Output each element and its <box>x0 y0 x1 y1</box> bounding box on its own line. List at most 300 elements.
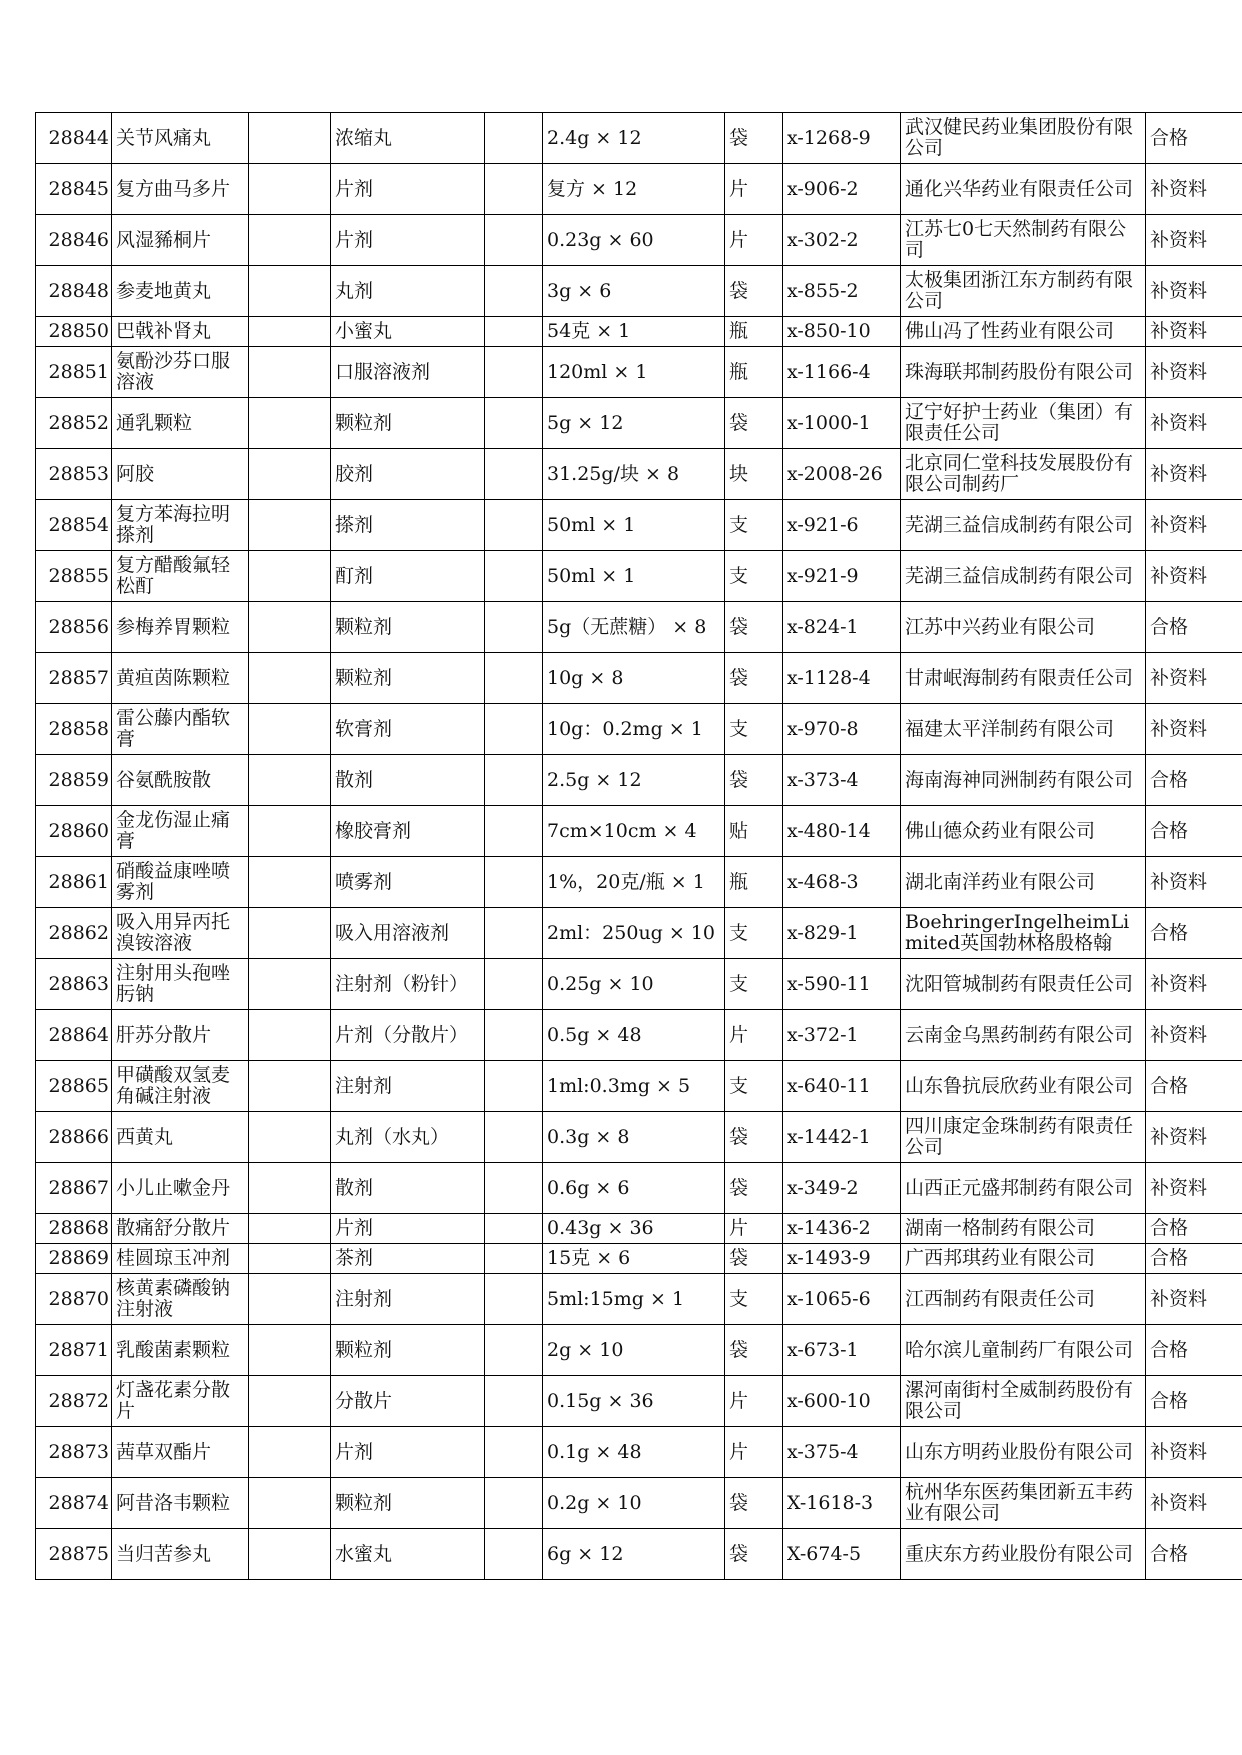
drug-name-cell: 乳酸菌素颗粒 <box>112 1325 249 1376</box>
code-cell: x-673-1 <box>783 1325 901 1376</box>
blank-cell <box>485 398 543 449</box>
blank-cell <box>485 347 543 398</box>
unit-cell: 袋 <box>725 113 783 164</box>
record-id-cell: 28861 <box>36 857 112 908</box>
record-id-cell: 28868 <box>36 1214 112 1244</box>
drug-name-cell: 复方苯海拉明搽剂 <box>112 500 249 551</box>
table-row <box>36 164 1242 215</box>
blank-cell <box>485 317 543 347</box>
drug-name-cell: 氨酚沙芬口服溶液 <box>112 347 249 398</box>
manufacturer-cell: 江苏七0七天然制药有限公司 <box>901 215 1146 266</box>
blank-cell <box>249 857 331 908</box>
blank-cell <box>485 1529 543 1580</box>
dosage-form-cell: 丸剂（水丸） <box>331 1112 485 1163</box>
code-cell: x-970-8 <box>783 704 901 755</box>
result-cell: 合格 <box>1146 1214 1242 1244</box>
table-row <box>36 1427 1242 1478</box>
blank-cell <box>249 1010 331 1061</box>
code-cell: x-829-1 <box>783 908 901 959</box>
blank-cell <box>249 1061 331 1112</box>
manufacturer-cell: 山东鲁抗辰欣药业有限公司 <box>901 1061 1146 1112</box>
drug-name-cell: 硝酸益康唑喷雾剂 <box>112 857 249 908</box>
record-id-cell: 28872 <box>36 1376 112 1427</box>
unit-cell: 片 <box>725 164 783 215</box>
unit-cell: 袋 <box>725 1529 783 1580</box>
drug-name-cell: 通乳颗粒 <box>112 398 249 449</box>
result-cell: 补资料 <box>1146 551 1242 602</box>
result-cell: 补资料 <box>1146 500 1242 551</box>
specification-cell: 0.23g × 60 <box>543 215 725 266</box>
drug-name-cell: 复方曲马多片 <box>112 164 249 215</box>
code-cell: x-372-1 <box>783 1010 901 1061</box>
result-cell: 补资料 <box>1146 1112 1242 1163</box>
table-row <box>36 1274 1242 1325</box>
record-id-cell: 28855 <box>36 551 112 602</box>
drug-name-cell: 西黄丸 <box>112 1112 249 1163</box>
code-cell: x-375-4 <box>783 1427 901 1478</box>
record-id-cell: 28844 <box>36 113 112 164</box>
specification-cell: 5ml:15mg × 1 <box>543 1274 725 1325</box>
table-row <box>36 113 1242 164</box>
drug-name-cell: 雷公藤内酯软膏 <box>112 704 249 755</box>
dosage-form-cell: 浓缩丸 <box>331 113 485 164</box>
drug-name-cell: 小儿止嗽金丹 <box>112 1163 249 1214</box>
table-row <box>36 755 1242 806</box>
manufacturer-cell: 四川康定金珠制药有限责任公司 <box>901 1112 1146 1163</box>
specification-cell: 10g × 8 <box>543 653 725 704</box>
table-row <box>36 908 1242 959</box>
code-cell: x-921-9 <box>783 551 901 602</box>
result-cell: 补资料 <box>1146 347 1242 398</box>
blank-cell <box>249 653 331 704</box>
code-cell: x-850-10 <box>783 317 901 347</box>
specification-cell: 复方 × 12 <box>543 164 725 215</box>
blank-cell <box>485 1427 543 1478</box>
record-id-cell: 28867 <box>36 1163 112 1214</box>
drug-name-cell: 金龙伤湿止痛膏 <box>112 806 249 857</box>
manufacturer-cell: 杭州华东医药集团新五丰药业有限公司 <box>901 1478 1146 1529</box>
code-cell: x-468-3 <box>783 857 901 908</box>
specification-cell: 2.5g × 12 <box>543 755 725 806</box>
code-cell: x-1166-4 <box>783 347 901 398</box>
blank-cell <box>249 113 331 164</box>
manufacturer-cell: 芜湖三益信成制药有限公司 <box>901 551 1146 602</box>
table-row <box>36 653 1242 704</box>
unit-cell: 支 <box>725 551 783 602</box>
code-cell: x-302-2 <box>783 215 901 266</box>
blank-cell <box>485 500 543 551</box>
blank-cell <box>249 1478 331 1529</box>
manufacturer-cell: 太极集团浙江东方制药有限公司 <box>901 266 1146 317</box>
table-row <box>36 704 1242 755</box>
drug-name-cell: 茜草双酯片 <box>112 1427 249 1478</box>
code-cell: x-480-14 <box>783 806 901 857</box>
drug-name-cell: 巴戟补肾丸 <box>112 317 249 347</box>
record-id-cell: 28874 <box>36 1478 112 1529</box>
drug-name-cell: 参梅养胃颗粒 <box>112 602 249 653</box>
result-cell: 补资料 <box>1146 704 1242 755</box>
code-cell: x-2008-26 <box>783 449 901 500</box>
blank-cell <box>485 1163 543 1214</box>
manufacturer-cell: 芜湖三益信成制药有限公司 <box>901 500 1146 551</box>
record-id-cell: 28856 <box>36 602 112 653</box>
dosage-form-cell: 片剂 <box>331 215 485 266</box>
table-row <box>36 266 1242 317</box>
code-cell: x-1000-1 <box>783 398 901 449</box>
drug-name-cell: 阿昔洛韦颗粒 <box>112 1478 249 1529</box>
unit-cell: 支 <box>725 1061 783 1112</box>
blank-cell <box>249 266 331 317</box>
drug-name-cell: 复方醋酸氟轻松酊 <box>112 551 249 602</box>
blank-cell <box>485 1244 543 1274</box>
manufacturer-cell: 甘肃岷海制药有限责任公司 <box>901 653 1146 704</box>
dosage-form-cell: 片剂 <box>331 164 485 215</box>
blank-cell <box>485 1274 543 1325</box>
table-row <box>36 449 1242 500</box>
result-cell: 补资料 <box>1146 1010 1242 1061</box>
manufacturer-cell: 重庆东方药业股份有限公司 <box>901 1529 1146 1580</box>
table-row <box>36 1376 1242 1427</box>
unit-cell: 支 <box>725 704 783 755</box>
drug-name-cell: 关节风痛丸 <box>112 113 249 164</box>
drug-name-cell: 阿胶 <box>112 449 249 500</box>
manufacturer-cell: 辽宁好护士药业（集团）有限责任公司 <box>901 398 1146 449</box>
blank-cell <box>249 449 331 500</box>
specification-cell: 2.4g × 12 <box>543 113 725 164</box>
blank-cell <box>249 806 331 857</box>
blank-cell <box>485 449 543 500</box>
record-id-cell: 28852 <box>36 398 112 449</box>
code-cell: x-906-2 <box>783 164 901 215</box>
blank-cell <box>249 1112 331 1163</box>
unit-cell: 袋 <box>725 1478 783 1529</box>
dosage-form-cell: 注射剂（粉针） <box>331 959 485 1010</box>
table-row <box>36 1244 1242 1274</box>
record-id-cell: 28873 <box>36 1427 112 1478</box>
dosage-form-cell: 散剂 <box>331 755 485 806</box>
unit-cell: 袋 <box>725 653 783 704</box>
unit-cell: 支 <box>725 908 783 959</box>
record-id-cell: 28864 <box>36 1010 112 1061</box>
blank-cell <box>249 1163 331 1214</box>
record-id-cell: 28866 <box>36 1112 112 1163</box>
manufacturer-cell: BoehringerIngelheimLimited英国勃林格殷格翰 <box>901 908 1146 959</box>
code-cell: x-1128-4 <box>783 653 901 704</box>
record-id-cell: 28859 <box>36 755 112 806</box>
code-cell: x-373-4 <box>783 755 901 806</box>
blank-cell <box>485 113 543 164</box>
drug-name-cell: 肝苏分散片 <box>112 1010 249 1061</box>
dosage-form-cell: 水蜜丸 <box>331 1529 485 1580</box>
unit-cell: 片 <box>725 1376 783 1427</box>
specification-cell: 2g × 10 <box>543 1325 725 1376</box>
result-cell: 补资料 <box>1146 215 1242 266</box>
manufacturer-cell: 山西正元盛邦制药有限公司 <box>901 1163 1146 1214</box>
blank-cell <box>485 1478 543 1529</box>
unit-cell: 袋 <box>725 266 783 317</box>
blank-cell <box>249 908 331 959</box>
unit-cell: 块 <box>725 449 783 500</box>
specification-cell: 6g × 12 <box>543 1529 725 1580</box>
blank-cell <box>249 317 331 347</box>
blank-cell <box>249 1376 331 1427</box>
record-id-cell: 28870 <box>36 1274 112 1325</box>
manufacturer-cell: 沈阳管城制药有限责任公司 <box>901 959 1146 1010</box>
specification-cell: 1%，20克/瓶 × 1 <box>543 857 725 908</box>
manufacturer-cell: 云南金乌黑药制药有限公司 <box>901 1010 1146 1061</box>
dosage-form-cell: 注射剂 <box>331 1061 485 1112</box>
blank-cell <box>485 1112 543 1163</box>
unit-cell: 袋 <box>725 1163 783 1214</box>
result-cell: 补资料 <box>1146 1163 1242 1214</box>
unit-cell: 袋 <box>725 1244 783 1274</box>
blank-cell <box>485 602 543 653</box>
dosage-form-cell: 小蜜丸 <box>331 317 485 347</box>
specification-cell: 15克 × 6 <box>543 1244 725 1274</box>
unit-cell: 瓶 <box>725 317 783 347</box>
specification-cell: 50ml × 1 <box>543 551 725 602</box>
blank-cell <box>249 1214 331 1244</box>
specification-cell: 0.3g × 8 <box>543 1112 725 1163</box>
blank-cell <box>485 266 543 317</box>
result-cell: 合格 <box>1146 908 1242 959</box>
drug-name-cell: 谷氨酰胺散 <box>112 755 249 806</box>
specification-cell: 1ml:0.3mg × 5 <box>543 1061 725 1112</box>
drug-name-cell: 注射用头孢唑肟钠 <box>112 959 249 1010</box>
result-cell: 合格 <box>1146 1061 1242 1112</box>
result-cell: 合格 <box>1146 1529 1242 1580</box>
blank-cell <box>485 1325 543 1376</box>
code-cell: x-640-11 <box>783 1061 901 1112</box>
record-id-cell: 28857 <box>36 653 112 704</box>
record-id-cell: 28850 <box>36 317 112 347</box>
dosage-form-cell: 片剂 <box>331 1427 485 1478</box>
record-id-cell: 28858 <box>36 704 112 755</box>
blank-cell <box>249 347 331 398</box>
table-row <box>36 215 1242 266</box>
specification-cell: 5g × 12 <box>543 398 725 449</box>
unit-cell: 袋 <box>725 1325 783 1376</box>
unit-cell: 支 <box>725 959 783 1010</box>
unit-cell: 支 <box>725 1274 783 1325</box>
code-cell: x-921-6 <box>783 500 901 551</box>
manufacturer-cell: 福建太平洋制药有限公司 <box>901 704 1146 755</box>
specification-cell: 0.6g × 6 <box>543 1163 725 1214</box>
table-row <box>36 500 1242 551</box>
result-cell: 合格 <box>1146 1376 1242 1427</box>
specification-cell: 0.2g × 10 <box>543 1478 725 1529</box>
table-row <box>36 1529 1242 1580</box>
drug-name-cell: 参麦地黄丸 <box>112 266 249 317</box>
unit-cell: 瓶 <box>725 347 783 398</box>
blank-cell <box>485 1376 543 1427</box>
drug-name-cell: 甲磺酸双氢麦角碱注射液 <box>112 1061 249 1112</box>
dosage-form-cell: 片剂（分散片） <box>331 1010 485 1061</box>
specification-cell: 2ml：250ug × 10 <box>543 908 725 959</box>
blank-cell <box>485 1061 543 1112</box>
result-cell: 补资料 <box>1146 1427 1242 1478</box>
record-id-cell: 28863 <box>36 959 112 1010</box>
table-row <box>36 1214 1242 1244</box>
table-row <box>36 347 1242 398</box>
table-row <box>36 806 1242 857</box>
manufacturer-cell: 海南海神同洲制药有限公司 <box>901 755 1146 806</box>
record-id-cell: 28860 <box>36 806 112 857</box>
blank-cell <box>485 959 543 1010</box>
blank-cell <box>485 1214 543 1244</box>
drug-name-cell: 当归苦参丸 <box>112 1529 249 1580</box>
dosage-form-cell: 胶剂 <box>331 449 485 500</box>
table-body <box>36 113 1242 1580</box>
blank-cell <box>249 551 331 602</box>
dosage-form-cell: 软膏剂 <box>331 704 485 755</box>
unit-cell: 片 <box>725 1010 783 1061</box>
manufacturer-cell: 江苏中兴药业有限公司 <box>901 602 1146 653</box>
unit-cell: 支 <box>725 500 783 551</box>
specification-cell: 31.25g/块 × 8 <box>543 449 725 500</box>
blank-cell <box>249 1325 331 1376</box>
specification-cell: 50ml × 1 <box>543 500 725 551</box>
dosage-form-cell: 喷雾剂 <box>331 857 485 908</box>
blank-cell <box>485 164 543 215</box>
manufacturer-cell: 湖南一格制药有限公司 <box>901 1214 1146 1244</box>
dosage-form-cell: 茶剂 <box>331 1244 485 1274</box>
record-id-cell: 28845 <box>36 164 112 215</box>
result-cell: 补资料 <box>1146 959 1242 1010</box>
unit-cell: 袋 <box>725 1112 783 1163</box>
blank-cell <box>485 653 543 704</box>
drug-name-cell: 黄疸茵陈颗粒 <box>112 653 249 704</box>
drug-table <box>35 112 1242 1580</box>
dosage-form-cell: 丸剂 <box>331 266 485 317</box>
record-id-cell: 28853 <box>36 449 112 500</box>
unit-cell: 袋 <box>725 602 783 653</box>
blank-cell <box>249 602 331 653</box>
blank-cell <box>485 755 543 806</box>
code-cell: x-600-10 <box>783 1376 901 1427</box>
unit-cell: 片 <box>725 1427 783 1478</box>
manufacturer-cell: 北京同仁堂科技发展股份有限公司制药厂 <box>901 449 1146 500</box>
blank-cell <box>249 959 331 1010</box>
result-cell: 补资料 <box>1146 653 1242 704</box>
blank-cell <box>249 1244 331 1274</box>
specification-cell: 7cm×10cm × 4 <box>543 806 725 857</box>
manufacturer-cell: 江西制药有限责任公司 <box>901 1274 1146 1325</box>
specification-cell: 0.15g × 36 <box>543 1376 725 1427</box>
drug-name-cell: 散痛舒分散片 <box>112 1214 249 1244</box>
result-cell: 补资料 <box>1146 1274 1242 1325</box>
drug-name-cell: 吸入用异丙托溴铵溶液 <box>112 908 249 959</box>
blank-cell <box>485 806 543 857</box>
specification-cell: 0.25g × 10 <box>543 959 725 1010</box>
record-id-cell: 28875 <box>36 1529 112 1580</box>
manufacturer-cell: 湖北南洋药业有限公司 <box>901 857 1146 908</box>
blank-cell <box>249 704 331 755</box>
manufacturer-cell: 佛山德众药业有限公司 <box>901 806 1146 857</box>
blank-cell <box>485 908 543 959</box>
dosage-form-cell: 吸入用溶液剂 <box>331 908 485 959</box>
record-id-cell: 28848 <box>36 266 112 317</box>
drug-name-cell: 核黄素磷酸钠注射液 <box>112 1274 249 1325</box>
record-id-cell: 28846 <box>36 215 112 266</box>
dosage-form-cell: 颗粒剂 <box>331 1478 485 1529</box>
record-id-cell: 28854 <box>36 500 112 551</box>
unit-cell: 片 <box>725 1214 783 1244</box>
result-cell: 合格 <box>1146 1244 1242 1274</box>
table-row <box>36 398 1242 449</box>
code-cell: X-674-5 <box>783 1529 901 1580</box>
result-cell: 合格 <box>1146 113 1242 164</box>
manufacturer-cell: 珠海联邦制药股份有限公司 <box>901 347 1146 398</box>
table-row <box>36 1163 1242 1214</box>
dosage-form-cell: 颗粒剂 <box>331 1325 485 1376</box>
manufacturer-cell: 通化兴华药业有限责任公司 <box>901 164 1146 215</box>
blank-cell <box>485 1010 543 1061</box>
dosage-form-cell: 散剂 <box>331 1163 485 1214</box>
blank-cell <box>485 704 543 755</box>
table-row <box>36 1112 1242 1163</box>
dosage-form-cell: 颗粒剂 <box>331 602 485 653</box>
drug-name-cell: 风湿豨桐片 <box>112 215 249 266</box>
code-cell: x-1268-9 <box>783 113 901 164</box>
unit-cell: 瓶 <box>725 857 783 908</box>
result-cell: 补资料 <box>1146 398 1242 449</box>
dosage-form-cell: 颗粒剂 <box>331 398 485 449</box>
blank-cell <box>249 215 331 266</box>
table-row <box>36 959 1242 1010</box>
specification-cell: 0.1g × 48 <box>543 1427 725 1478</box>
code-cell: X-1618-3 <box>783 1478 901 1529</box>
unit-cell: 片 <box>725 215 783 266</box>
unit-cell: 袋 <box>725 755 783 806</box>
manufacturer-cell: 广西邦琪药业有限公司 <box>901 1244 1146 1274</box>
specification-cell: 10g：0.2mg × 1 <box>543 704 725 755</box>
code-cell: x-349-2 <box>783 1163 901 1214</box>
manufacturer-cell: 漯河南街村全威制药股份有限公司 <box>901 1376 1146 1427</box>
table-row <box>36 1325 1242 1376</box>
manufacturer-cell: 哈尔滨儿童制药厂有限公司 <box>901 1325 1146 1376</box>
table-row <box>36 1478 1242 1529</box>
manufacturer-cell: 武汉健民药业集团股份有限公司 <box>901 113 1146 164</box>
code-cell: x-824-1 <box>783 602 901 653</box>
dosage-form-cell: 口服溶液剂 <box>331 347 485 398</box>
code-cell: x-1493-9 <box>783 1244 901 1274</box>
record-id-cell: 28851 <box>36 347 112 398</box>
code-cell: x-1442-1 <box>783 1112 901 1163</box>
result-cell: 补资料 <box>1146 164 1242 215</box>
table-row <box>36 1061 1242 1112</box>
record-id-cell: 28865 <box>36 1061 112 1112</box>
blank-cell <box>249 1274 331 1325</box>
dosage-form-cell: 酊剂 <box>331 551 485 602</box>
unit-cell: 贴 <box>725 806 783 857</box>
dosage-form-cell: 注射剂 <box>331 1274 485 1325</box>
blank-cell <box>485 857 543 908</box>
specification-cell: 54克 × 1 <box>543 317 725 347</box>
blank-cell <box>249 164 331 215</box>
specification-cell: 0.43g × 36 <box>543 1214 725 1244</box>
record-id-cell: 28869 <box>36 1244 112 1274</box>
result-cell: 合格 <box>1146 806 1242 857</box>
table-row <box>36 602 1242 653</box>
table-row <box>36 551 1242 602</box>
specification-cell: 3g × 6 <box>543 266 725 317</box>
dosage-form-cell: 橡胶膏剂 <box>331 806 485 857</box>
result-cell: 补资料 <box>1146 857 1242 908</box>
unit-cell: 袋 <box>725 398 783 449</box>
code-cell: x-590-11 <box>783 959 901 1010</box>
blank-cell <box>249 398 331 449</box>
